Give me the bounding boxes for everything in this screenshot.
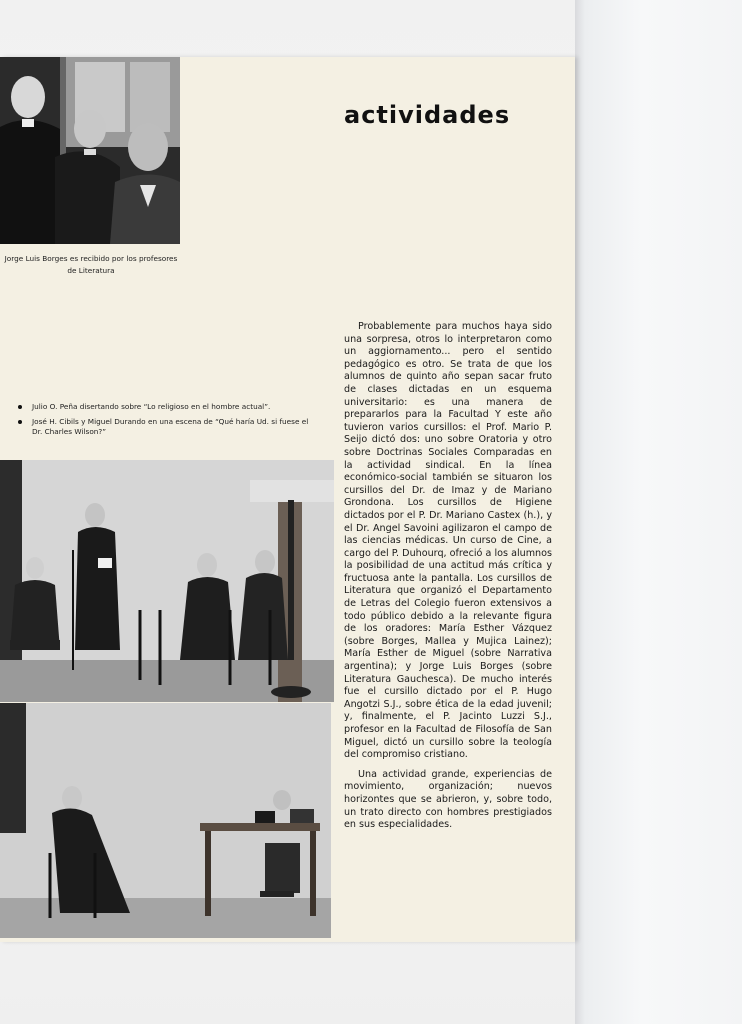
photo-pena-lecture: [0, 460, 334, 702]
caption-bullet-pena: [18, 402, 318, 412]
caption-text: Julio O. Peña disertando sobre “Lo religioso en el hombre actual”.: [32, 402, 271, 411]
bullet-icon: [18, 405, 22, 409]
article-body: [344, 321, 552, 839]
photo-captions-list: [18, 402, 318, 442]
article-paragraph: Probablemente para muchos haya sido una sorpresa, otros lo interpretaron como un aggiornamento... pero el sentido pedagógico es otro. Se trata de que los alumnos de quinto año sepan sacar fruto de clases dictadas en un esquema universitario: es una manera de prepararlos para la Facultad Y este año tuvieron varios cursillos: el Prof. Mario P. Seijo dictó dos: uno sobre Oratoria y otro sobre Doctrinas Sociales Comparadas en la actividad sindical. En la línea económico-social también se situaron los cursillos del Dr. de Imaz y de Mariano Grondona. Los cursillos de Higiene dictados por el P. Dr. Mariano Castex (h.), y el Dr. Angel Savoini agilizaron el campo de las ciencias médicas. Un curso de Cine, a cargo del P. Duhourq, ofreció a los alumnos la posibilidad de una actitud más crítica y fructuosa ante la pantalla. Los cursillos de Literatura que organizó el Departamento de Letras del Colegio fueron extensivos a todo público debido a la relevante figura de los oradores: María Esther Vázquez (sobre Borges, Mallea y Mujica Lainez); María Esther de Miguel (sobre Narrativa argentina); y Jorge Luis Borges (sobre Literatura Gauchesca). De mucho interés fue el cursillo dictado por el P. Hugo Angotzi S.J., sobre ética de la edad juvenil; y, finalmente, el P. Jacinto Luzzi S.J., profesor en la Facultad de Filosofía de San Miguel, dictó un cursillo sobre la teología del compromiso cristiano.: [344, 321, 552, 761]
blank-adjacent-page: [575, 0, 742, 1024]
page-title: actividades: [344, 101, 511, 129]
bullet-icon: [18, 420, 22, 424]
caption-text: José H. Cibils y Miguel Durando en una escena de “Qué haría Ud. si fuese el Dr. Charles Wilson?”: [32, 417, 309, 436]
photo-borges-greeting: [0, 57, 180, 244]
photo-caption-borges: Jorge Luis Borges es recibido por los profesores de Literatura: [4, 254, 178, 275]
article-paragraph: Una actividad grande, experiencias de movimiento, organización; nuevos horizontes que se abrieron, y, sobre todo, un trato directo con hombres prestigiados en sus especialidades.: [344, 768, 552, 831]
caption-bullet-cibils: [18, 417, 318, 437]
magazine-page: [0, 57, 575, 942]
photo-stage-scene: [0, 703, 331, 938]
